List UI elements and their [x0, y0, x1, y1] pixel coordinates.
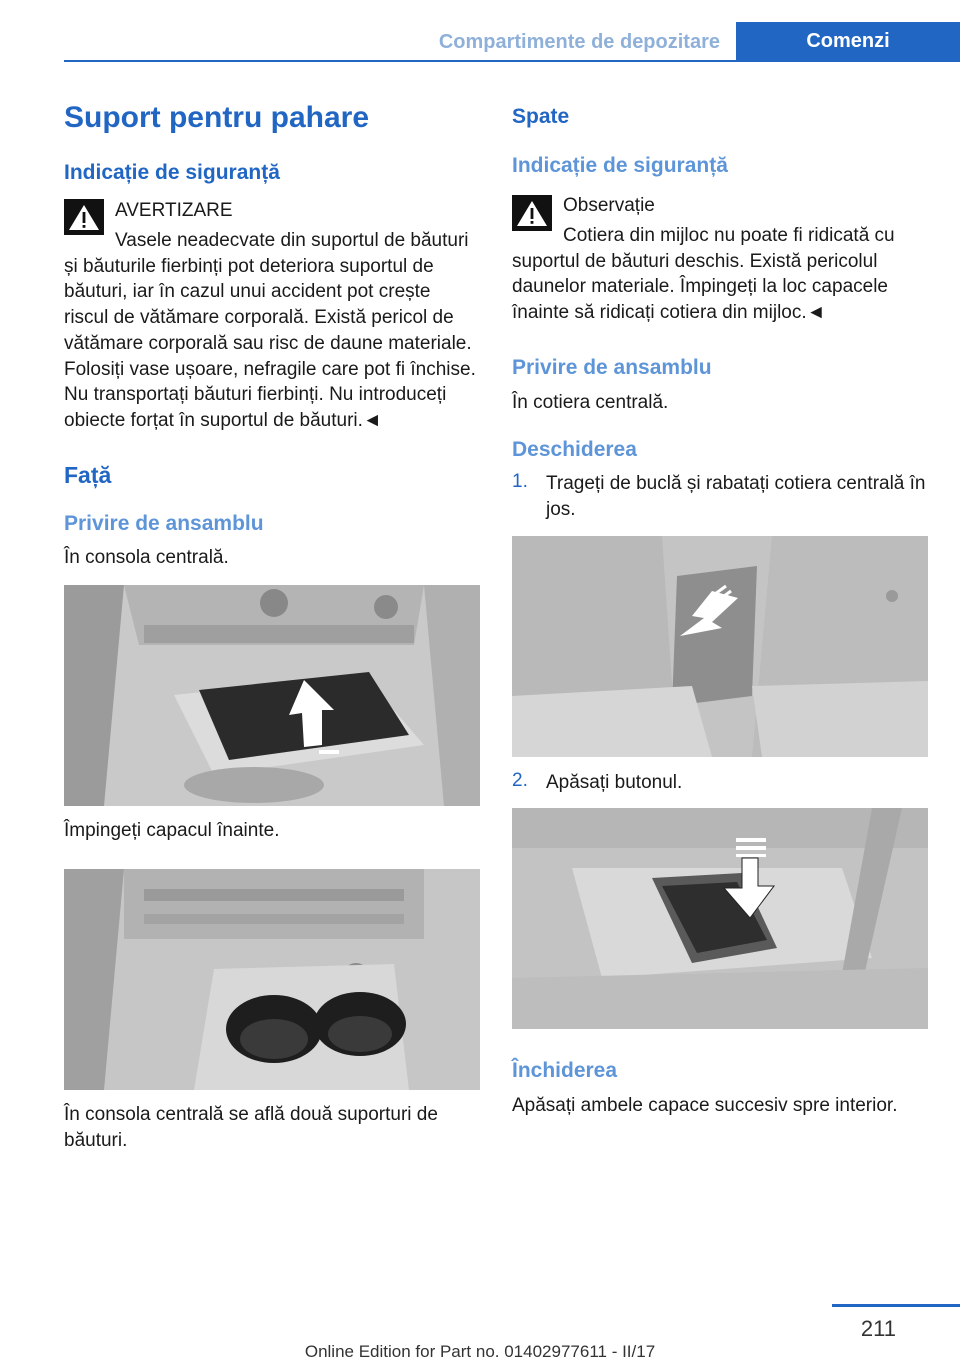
caption-front-holders: În consola centrală se află două suporturi de băuturi. [64, 1104, 438, 1151]
note-text: Cotiera din mijloc nu poate fi ridicată cu suportul de băuturi deschis. Există pericolul daunelor materiale. Împingeți la loc capacele înainte să ridicați cotiera din mijloc.◄ [512, 225, 895, 324]
close-heading: Închiderea [512, 1059, 618, 1082]
footer-rule [832, 1304, 960, 1307]
step-number-1: 1. [512, 471, 528, 492]
figure-front-cover [64, 585, 480, 806]
header-rule [64, 60, 960, 62]
header-section-title: Compartimente de depozitare [438, 31, 720, 53]
overview-text-front: În consola centrală. [64, 547, 229, 568]
caption-front-cover: Împingeți capacul înainte. [64, 820, 280, 841]
step-text-1: Trageți de buclă și rabatați cotiera centrală în jos. [546, 473, 926, 520]
note-label: Observație [563, 195, 655, 216]
overview-heading-rear: Privire de ansamblu [512, 356, 712, 379]
front-heading: Față [64, 462, 112, 488]
figure-front-holders [64, 869, 480, 1090]
safety-heading-front: Indicație de siguranță [64, 161, 280, 184]
figure-rear-armrest [512, 536, 928, 757]
page-header [0, 0, 960, 62]
figure-rear-button [512, 808, 928, 1029]
overview-heading-front: Privire de ansamblu [64, 512, 264, 535]
warning-label: AVERTIZARE [115, 200, 233, 221]
header-chapter-tab: Comenzi [736, 22, 960, 60]
page-title: Suport pentru pahare [64, 101, 370, 134]
step-number-2: 2. [512, 770, 528, 791]
warning-text: Vasele neadecvate din suportul de băuturi și băuturile fierbinți pot deteriora suportul de băuturi, iar în cazul unui accident pot crește riscul de vătămare corporală. Există pericol de vătămare corporală sau risc de daune materiale. Folosiți vase ușoare, nefragile care pot fi închise. Nu transportați băuturi fierbinți. Nu introduceți obiecte forțat în suportul de băuturi.◄ [64, 230, 476, 431]
close-text: Apăsați ambele capace succesiv spre interior. [512, 1095, 898, 1116]
overview-text-rear: În cotiera centrală. [512, 392, 669, 413]
safety-heading-rear: Indicație de siguranță [512, 154, 728, 177]
step-text-2: Apăsați butonul. [546, 772, 683, 793]
open-heading: Deschiderea [512, 438, 637, 461]
page-number: 211 [860, 1316, 896, 1341]
footer-edition: Online Edition for Part no. 01402977611 - II/17 [304, 1342, 656, 1361]
rear-heading: Spate [512, 105, 570, 128]
